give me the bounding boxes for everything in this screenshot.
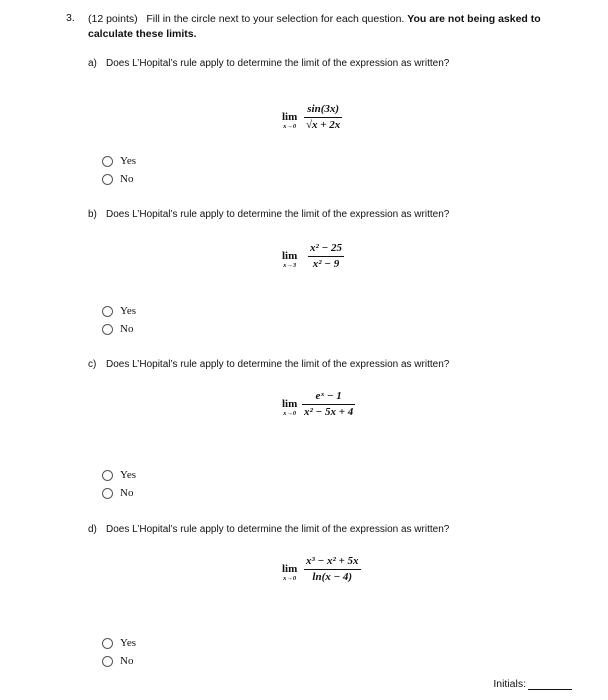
option-no-a[interactable] xyxy=(102,173,133,185)
option-label: No xyxy=(120,487,134,499)
fraction-bar xyxy=(304,117,342,118)
part-a-prompt xyxy=(88,58,449,69)
part-prompt-text: Does L’Hopital’s rule apply to determine the limit of the expression as written? xyxy=(106,58,450,69)
question-emphasis: You are not being asked to calculate these limits. xyxy=(88,13,541,40)
lim-subscript: x→0 xyxy=(283,123,297,130)
denominator: √x + 2x xyxy=(306,119,341,131)
option-label: No xyxy=(120,323,134,335)
part-prompt-text: Does L’Hopital’s rule apply to determine the limit of the expression as written? xyxy=(106,359,450,370)
denominator: x² − 9 xyxy=(312,258,340,270)
lim-subscript: x→0 xyxy=(283,575,297,582)
option-no-c[interactable] xyxy=(102,487,133,499)
radio-circle-icon[interactable] xyxy=(102,488,113,499)
initials-label: Initials: xyxy=(493,678,526,690)
part-c-prompt xyxy=(88,359,449,370)
option-yes-d[interactable] xyxy=(102,637,136,649)
fraction-bar xyxy=(304,569,361,570)
option-no-d[interactable] xyxy=(102,655,133,667)
radio-circle-icon[interactable] xyxy=(102,470,113,481)
question-points: (12 points) xyxy=(88,13,138,25)
part-b-prompt xyxy=(88,209,449,220)
part-prompt-text: Does L’Hopital’s rule apply to determine the limit of the expression as written? xyxy=(106,209,450,220)
numerator: eˣ − 1 xyxy=(315,390,342,402)
part-d-expression xyxy=(282,553,392,589)
part-c-expression xyxy=(282,388,392,424)
question-instruction: Fill in the circle next to your selection for each question. xyxy=(146,13,405,25)
numerator: sin(3x) xyxy=(307,103,340,115)
fraction-bar xyxy=(302,404,355,405)
numerator: x³ − x² + 5x xyxy=(306,555,359,567)
option-yes-c[interactable] xyxy=(102,469,136,481)
radio-circle-icon[interactable] xyxy=(102,656,113,667)
lim-operator: lim xyxy=(282,111,298,123)
part-a-expression xyxy=(282,101,382,137)
radio-circle-icon[interactable] xyxy=(102,156,113,167)
option-label: Yes xyxy=(120,305,137,317)
lim-operator: lim xyxy=(282,398,298,410)
denominator: ln(x − 4) xyxy=(312,571,353,583)
lim-subscript: x→0 xyxy=(283,410,297,417)
denominator: x² − 5x + 4 xyxy=(304,406,354,418)
option-label: Yes xyxy=(120,637,137,649)
radio-circle-icon[interactable] xyxy=(102,324,113,335)
option-no-b[interactable] xyxy=(102,323,133,335)
option-label: Yes xyxy=(120,155,137,167)
initials-field xyxy=(493,678,572,690)
part-prompt-text: Does L’Hopital’s rule apply to determine the limit of the expression as written? xyxy=(106,524,450,535)
option-yes-b[interactable] xyxy=(102,305,136,317)
lim-operator: lim xyxy=(282,250,298,262)
fraction-bar xyxy=(308,256,344,257)
part-label: c) xyxy=(88,359,97,370)
part-b-expression xyxy=(282,240,382,276)
option-label: Yes xyxy=(120,469,137,481)
option-label: No xyxy=(120,655,134,667)
lim-subscript: x→3 xyxy=(283,262,297,269)
lim-operator: lim xyxy=(282,563,298,575)
initials-line[interactable] xyxy=(528,679,572,690)
part-label: a) xyxy=(88,58,97,69)
radio-circle-icon[interactable] xyxy=(102,306,113,317)
radio-circle-icon[interactable] xyxy=(102,174,113,185)
part-label: b) xyxy=(88,209,97,220)
option-label: No xyxy=(120,173,134,185)
option-yes-a[interactable] xyxy=(102,155,136,167)
question-number: 3. xyxy=(66,12,75,24)
radio-circle-icon[interactable] xyxy=(102,638,113,649)
part-d-prompt xyxy=(88,524,449,535)
question-header xyxy=(88,12,573,42)
part-label: d) xyxy=(88,524,97,535)
numerator: x² − 25 xyxy=(310,242,342,254)
